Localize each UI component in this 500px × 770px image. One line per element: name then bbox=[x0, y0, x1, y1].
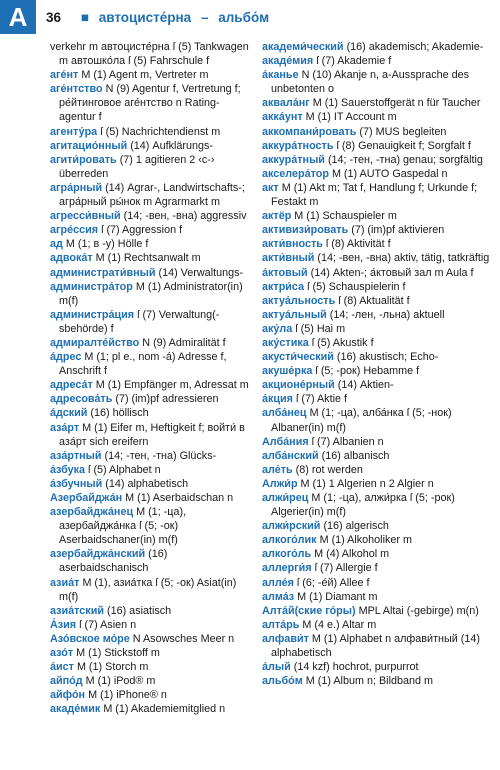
dictionary-entry bbox=[50, 181, 251, 209]
dictionary-entry bbox=[262, 223, 490, 237]
dictionary-entry bbox=[50, 618, 251, 632]
headword: адреса́т bbox=[50, 379, 93, 392]
headword: агра́рный bbox=[50, 181, 103, 194]
dictionary-entry bbox=[262, 96, 490, 110]
dictionary-entry bbox=[262, 519, 490, 533]
dictionary-entry bbox=[262, 561, 490, 575]
entry-definition: (7) (im)pf adressieren bbox=[115, 393, 219, 406]
entry-definition: (14) Agrar-, Landwirtschafts-; агра́рный ры́нок m Agrarmarkt m bbox=[59, 181, 245, 209]
headword: агресси́вный bbox=[50, 210, 121, 223]
entry-definition: M (1) Storch m bbox=[76, 661, 149, 674]
entry-definition: (7) MUS begleiten bbox=[359, 125, 447, 138]
entry-definition: (14) Aktien- bbox=[337, 379, 394, 392]
headword: актри́са bbox=[262, 280, 305, 293]
entry-definition: (14; -тен, -тна) genau; sorgfältig bbox=[327, 153, 483, 166]
headword: акаде́мик bbox=[50, 703, 101, 716]
dictionary-entry bbox=[262, 125, 490, 139]
entry-definition: (16) akademisch; Akademie- bbox=[346, 41, 484, 53]
headword: алма́з bbox=[262, 590, 295, 603]
headword: алле́я bbox=[262, 576, 294, 589]
header-last-entry: альбо́м bbox=[218, 10, 270, 25]
entry-definition: M (1; -ца), алжи́рка ſ (5; -рок) Algerier(in) m(f) bbox=[271, 492, 455, 519]
headword: Алта́й(ские го́ры) bbox=[262, 604, 356, 617]
entry-definition: N (9) Admiralität f bbox=[142, 336, 226, 349]
headword: аккура́тный bbox=[262, 153, 325, 166]
dictionary-entry bbox=[262, 674, 490, 688]
headword: а́кция bbox=[262, 393, 293, 406]
entry-definition: (14) alphabetisch bbox=[105, 477, 189, 490]
headword: акаде́мия bbox=[262, 55, 314, 68]
headword: айпо́д bbox=[50, 675, 83, 688]
entry-definition: ſ (5) Nachrichtendienst m bbox=[100, 125, 221, 138]
dictionary-entry bbox=[50, 153, 251, 181]
dictionary-entry bbox=[262, 449, 490, 463]
headword: аккура́тность bbox=[262, 139, 334, 152]
dictionary-entry bbox=[262, 547, 490, 561]
headword: але́ть bbox=[262, 463, 293, 476]
entry-definition: M (1) Rechtsanwalt m bbox=[95, 252, 201, 265]
entry-definition: M (1) Agent m, Vertreter m bbox=[81, 69, 209, 82]
entry-definition: ſ (7) Allergie f bbox=[314, 562, 378, 575]
dictionary-entry bbox=[262, 322, 490, 336]
headword: альбо́м bbox=[262, 675, 303, 688]
entry-definition: M (1) AUTO Gaspedal n bbox=[331, 167, 448, 180]
dictionary-entry bbox=[262, 181, 490, 209]
dictionary-entry bbox=[50, 491, 251, 505]
right-column bbox=[262, 40, 490, 688]
dictionary-entry bbox=[50, 209, 251, 223]
dictionary-entry bbox=[262, 308, 490, 322]
dictionary-entry bbox=[50, 237, 251, 251]
entry-definition: (14 kzf) hochrot, purpurrot bbox=[293, 661, 419, 674]
headword: адмиралте́йство bbox=[50, 336, 140, 349]
headword: агити́ровать bbox=[50, 153, 117, 166]
letter-tab: A bbox=[0, 0, 36, 34]
headword: А́зия bbox=[50, 618, 77, 631]
dictionary-entry bbox=[50, 688, 251, 702]
entry-definition: ſ (6; -е́й) Allee f bbox=[296, 576, 370, 589]
entry-definition: M (1) Alphabet n алфави́тный (14) alphabetisch bbox=[271, 632, 480, 660]
entry-definition: (16) algerisch bbox=[323, 520, 389, 533]
dictionary-entry bbox=[262, 435, 490, 449]
headword: актуа́льный bbox=[262, 308, 327, 321]
headword: Азербайджа́н bbox=[50, 492, 123, 504]
headword: а́канье bbox=[262, 69, 299, 82]
dictionary-entry bbox=[262, 533, 490, 547]
entry-definition: ſ (8) Aktivität f bbox=[325, 238, 391, 251]
dictionary-entry bbox=[262, 237, 490, 251]
dictionary-entry bbox=[262, 209, 490, 223]
headword: азиа́т bbox=[50, 576, 80, 589]
dictionary-entry bbox=[262, 251, 490, 265]
dictionary-entry bbox=[262, 294, 490, 308]
headword: аккомпани́ровать bbox=[262, 125, 357, 138]
headword: а́збука bbox=[50, 463, 86, 476]
entry-definition: (16) höllisch bbox=[90, 407, 149, 420]
headword: Азо́вское мо́ре bbox=[50, 632, 130, 645]
entry-definition: (14; -вен, -вна) aggressiv bbox=[123, 210, 247, 223]
entry-definition: ſ (7) Aktie f bbox=[295, 393, 347, 406]
entry-definition: ſ (5) Schauspielerin f bbox=[307, 280, 406, 293]
headword: агре́ссия bbox=[50, 224, 99, 237]
entry-definition: ſ (5) Hai m bbox=[295, 322, 346, 335]
headword: алкого́ль bbox=[262, 548, 312, 561]
headword: акционе́рный bbox=[262, 379, 335, 392]
dictionary-entry bbox=[50, 125, 251, 139]
headword: алба́нский bbox=[262, 449, 319, 462]
entry-definition: (7) 1 agitieren 2 ‹c-› überreden bbox=[59, 153, 215, 180]
headword: азо́т bbox=[50, 647, 74, 660]
dictionary-entry bbox=[262, 392, 490, 406]
dictionary-entry bbox=[50, 477, 251, 491]
entry-definition: M (1) IT Account m bbox=[305, 111, 397, 124]
entry-definition: M (1) Schauspieler m bbox=[294, 210, 397, 223]
dictionary-entry bbox=[262, 139, 490, 153]
dictionary-entry bbox=[262, 618, 490, 632]
dictionary-entry bbox=[50, 40, 251, 68]
entry-definition: M (1) Eifer m, Heftigkeit f; войти́ в аза́рт sich ereifern bbox=[59, 421, 245, 448]
headword: акусти́ческий bbox=[262, 351, 334, 364]
entry-definition: ſ (5) Alphabet n bbox=[88, 463, 161, 476]
entry-definition: ſ (5) Akustik f bbox=[311, 336, 374, 349]
headword: аквала́нг bbox=[262, 97, 310, 110]
headword: айфо́н bbox=[50, 689, 86, 702]
entry-definition: M (1; pl e., nom -á) Adresse f, Anschrift f bbox=[59, 351, 227, 378]
header-first-entry: автоцисте́рна bbox=[98, 10, 192, 25]
dictionary-entry bbox=[262, 378, 490, 392]
dictionary-entry bbox=[262, 350, 490, 364]
entry-definition: M (1) Empfänger m, Adressat m bbox=[95, 379, 249, 392]
entry-definition: (14; -вен, -вна) aktiv, tätig, tatkräftig bbox=[317, 252, 490, 265]
dictionary-entry bbox=[50, 251, 251, 265]
dictionary-entry bbox=[50, 505, 251, 547]
dictionary-entry bbox=[262, 406, 490, 434]
header-bullet: ■ bbox=[80, 10, 89, 25]
headword: акуше́рка bbox=[262, 365, 313, 378]
entry-definition: (8) rot werden bbox=[295, 463, 363, 476]
dictionary-entry bbox=[50, 406, 251, 420]
headword: а́дрес bbox=[50, 351, 82, 364]
entry-definition: (16) akustisch; Echo- bbox=[336, 351, 439, 364]
dictionary-entry bbox=[262, 266, 490, 280]
dictionary-entry bbox=[262, 463, 490, 477]
headword: а́дский bbox=[50, 407, 88, 420]
entry-definition: MPL Altai (-gebirge) m(n) bbox=[358, 604, 479, 617]
headword: агенту́ра bbox=[50, 125, 98, 138]
entry-definition: (16) albanisch bbox=[321, 449, 390, 462]
entry-definition: (16) aserbaidschanisch bbox=[59, 548, 168, 575]
headword: академи́ческий bbox=[262, 41, 344, 53]
entry-definition: M (1), азиа́тка ſ (5; -ок) Asiat(in) m(f) bbox=[59, 576, 237, 603]
entry-definition: N Asowsches Meer n bbox=[132, 632, 235, 645]
headword: агитацио́нный bbox=[50, 139, 128, 152]
headword: азербайджа́нский bbox=[50, 548, 146, 561]
entry-definition: (16) asiatisch bbox=[106, 604, 172, 617]
dictionary-entry bbox=[50, 421, 251, 449]
entry-definition: (14; -лен, -льна) aktuell bbox=[329, 308, 445, 321]
dictionary-entry bbox=[262, 40, 490, 54]
entry-definition: M (1) Album n; Bildband m bbox=[305, 675, 433, 688]
entry-definition: ſ (8) Aktualität f bbox=[338, 294, 410, 307]
dictionary-entry bbox=[50, 646, 251, 660]
headword: акти́вность bbox=[262, 238, 323, 251]
entry-definition: M (1) iPod® m bbox=[85, 675, 156, 688]
dictionary-entry bbox=[50, 308, 251, 336]
entry-definition: M (1) Sauerstoffgerät n für Taucher bbox=[312, 97, 481, 110]
dictionary-entry bbox=[262, 364, 490, 378]
entry-definition: ſ (7) Albanien n bbox=[311, 435, 384, 448]
headword: адресова́ть bbox=[50, 393, 113, 406]
dictionary-entry bbox=[262, 491, 490, 519]
headword: аллерги́я bbox=[262, 562, 312, 575]
headword: а́ист bbox=[50, 661, 74, 674]
headword: а́збучный bbox=[50, 477, 103, 490]
entry-definition: M (1) Administrator(in) m(f) bbox=[59, 280, 243, 307]
headword: акти́вный bbox=[262, 252, 315, 265]
dictionary-entry bbox=[50, 632, 251, 646]
dictionary-entry bbox=[50, 68, 251, 82]
headword: алжи́рский bbox=[262, 520, 321, 533]
dictionary-entry bbox=[262, 336, 490, 350]
entry-definition: M (1) Akt m; Tat f, Handlung f; Urkunde f; Festakt m bbox=[271, 181, 478, 209]
headword: аку́стика bbox=[262, 336, 309, 349]
dictionary-entry bbox=[262, 604, 490, 618]
dictionary-entry bbox=[50, 463, 251, 477]
dictionary-entry bbox=[262, 167, 490, 181]
headword: администра́тор bbox=[50, 280, 133, 293]
headword: аза́ртный bbox=[50, 449, 102, 462]
headword: Алба́ния bbox=[262, 435, 309, 448]
entry-definition: verkehr m автоцисте́рна ſ (5) Tankwagen m автошко́ла ſ (5) Fahrschule f bbox=[50, 41, 249, 68]
dictionary-entry bbox=[262, 54, 490, 68]
headword: акселера́тор bbox=[262, 167, 329, 180]
entry-definition: ſ (5; -рок) Hebamme f bbox=[315, 365, 420, 378]
dictionary-entry bbox=[50, 660, 251, 674]
dictionary-entry bbox=[262, 477, 490, 491]
dictionary-entry bbox=[262, 110, 490, 124]
headword: азербайджа́нец bbox=[50, 506, 134, 519]
headword: активизи́ровать bbox=[262, 224, 349, 237]
dictionary-entry bbox=[50, 266, 251, 280]
dictionary-entry bbox=[50, 547, 251, 575]
headword: азиа́тский bbox=[50, 604, 104, 617]
dictionary-entry bbox=[50, 280, 251, 308]
entry-definition: N (10) Akanje n, a-Aussprache des unbetonten o bbox=[271, 69, 470, 96]
headword: а́лый bbox=[262, 661, 291, 674]
dictionary-entry bbox=[50, 82, 251, 124]
entry-definition: ſ (8) Genauigkeit f; Sorgfalt f bbox=[336, 139, 471, 152]
dictionary-entry bbox=[50, 350, 251, 378]
headword: адвока́т bbox=[50, 252, 93, 265]
dictionary-entry bbox=[50, 604, 251, 618]
entry-definition: M (4 e.) Altar m bbox=[302, 618, 377, 631]
entry-definition: M (4) Alkohol m bbox=[314, 548, 390, 561]
dictionary-entry bbox=[262, 576, 490, 590]
entry-definition: M (1) Aserbaidschan n bbox=[125, 492, 234, 504]
dictionary-entry bbox=[262, 632, 490, 660]
headword: ад bbox=[50, 238, 63, 251]
headword: Алжи́р bbox=[262, 477, 298, 490]
dictionary-entry bbox=[50, 576, 251, 604]
headword: администра́ция bbox=[50, 308, 135, 321]
entry-definition: ſ (7) Verwaltung(-sbehörde) f bbox=[59, 308, 220, 335]
dictionary-entry bbox=[262, 153, 490, 167]
entry-definition: (7) (im)pf aktivieren bbox=[351, 224, 445, 237]
headword: алба́нец bbox=[262, 407, 307, 420]
entry-definition: M (1) Stickstoff m bbox=[76, 647, 160, 660]
entry-definition: ſ (7) Akademie f bbox=[316, 55, 392, 68]
headword: актёр bbox=[262, 210, 292, 223]
headword: алта́рь bbox=[262, 618, 300, 631]
entry-definition: (14) Aufklärungs- bbox=[130, 139, 214, 152]
running-header bbox=[46, 0, 269, 34]
headword: аге́нт bbox=[50, 69, 79, 82]
entry-definition: (14; -тен, -тна) Glücks- bbox=[104, 449, 217, 462]
entry-definition: (14) Akten-; а́ктовый зал m Aula f bbox=[310, 266, 474, 279]
entry-definition: M (1) Alkoholiker m bbox=[319, 534, 412, 547]
headword: а́ктовый bbox=[262, 266, 308, 279]
dictionary-entry bbox=[262, 660, 490, 674]
headword: алжи́рец bbox=[262, 492, 309, 504]
dictionary-entry bbox=[50, 378, 251, 392]
dictionary-entry bbox=[50, 702, 251, 716]
headword: акт bbox=[262, 181, 279, 194]
dictionary-entry bbox=[50, 223, 251, 237]
page-number: 36 bbox=[46, 10, 62, 25]
entry-definition: ſ (7) Asien n bbox=[79, 618, 137, 631]
left-column bbox=[50, 40, 251, 717]
entry-definition: N (9) Agentur f, Vertretung f; ре́йтинговое аге́нтство n Rating-agentur f bbox=[59, 83, 241, 124]
headword: алфави́т bbox=[262, 632, 309, 645]
headword: аге́нтство bbox=[50, 83, 103, 96]
dictionary-entry bbox=[50, 674, 251, 688]
entry-definition: M (1) Diamant m bbox=[297, 590, 378, 603]
dictionary-entry bbox=[262, 590, 490, 604]
headword: администрати́вный bbox=[50, 266, 156, 279]
entry-definition: M (1; -ца), алба́нка ſ (5; -нок) Albaner(in) m(f) bbox=[271, 407, 452, 434]
headword: аку́ла bbox=[262, 322, 293, 335]
headword: алкого́лик bbox=[262, 534, 317, 547]
headword: акка́унт bbox=[262, 111, 303, 124]
entry-definition: M (1) iPhone® n bbox=[88, 689, 167, 702]
dictionary-entry bbox=[50, 392, 251, 406]
entry-definition: M (1) Akademiemitglied n bbox=[103, 703, 226, 716]
dictionary-entry bbox=[50, 336, 251, 350]
entry-definition: M (1; в -у) Hölle f bbox=[65, 238, 149, 251]
dictionary-entry bbox=[262, 68, 490, 96]
entry-definition: ſ (7) Aggression f bbox=[101, 224, 183, 237]
dictionary-entry bbox=[50, 139, 251, 153]
headword: аза́рт bbox=[50, 421, 80, 434]
entry-definition: (14) Verwaltungs- bbox=[158, 266, 244, 279]
dictionary-entry bbox=[262, 280, 490, 294]
dictionary-entry bbox=[50, 449, 251, 463]
headword: актуа́льность bbox=[262, 294, 336, 307]
entry-definition: M (1; -ца), азербайджа́нка ſ (5; -ок) Aserbaidschaner(in) m(f) bbox=[59, 506, 187, 547]
entry-definition: M (1) 1 Algerien n 2 Algier n bbox=[300, 477, 434, 490]
header-dash: – bbox=[200, 10, 209, 25]
